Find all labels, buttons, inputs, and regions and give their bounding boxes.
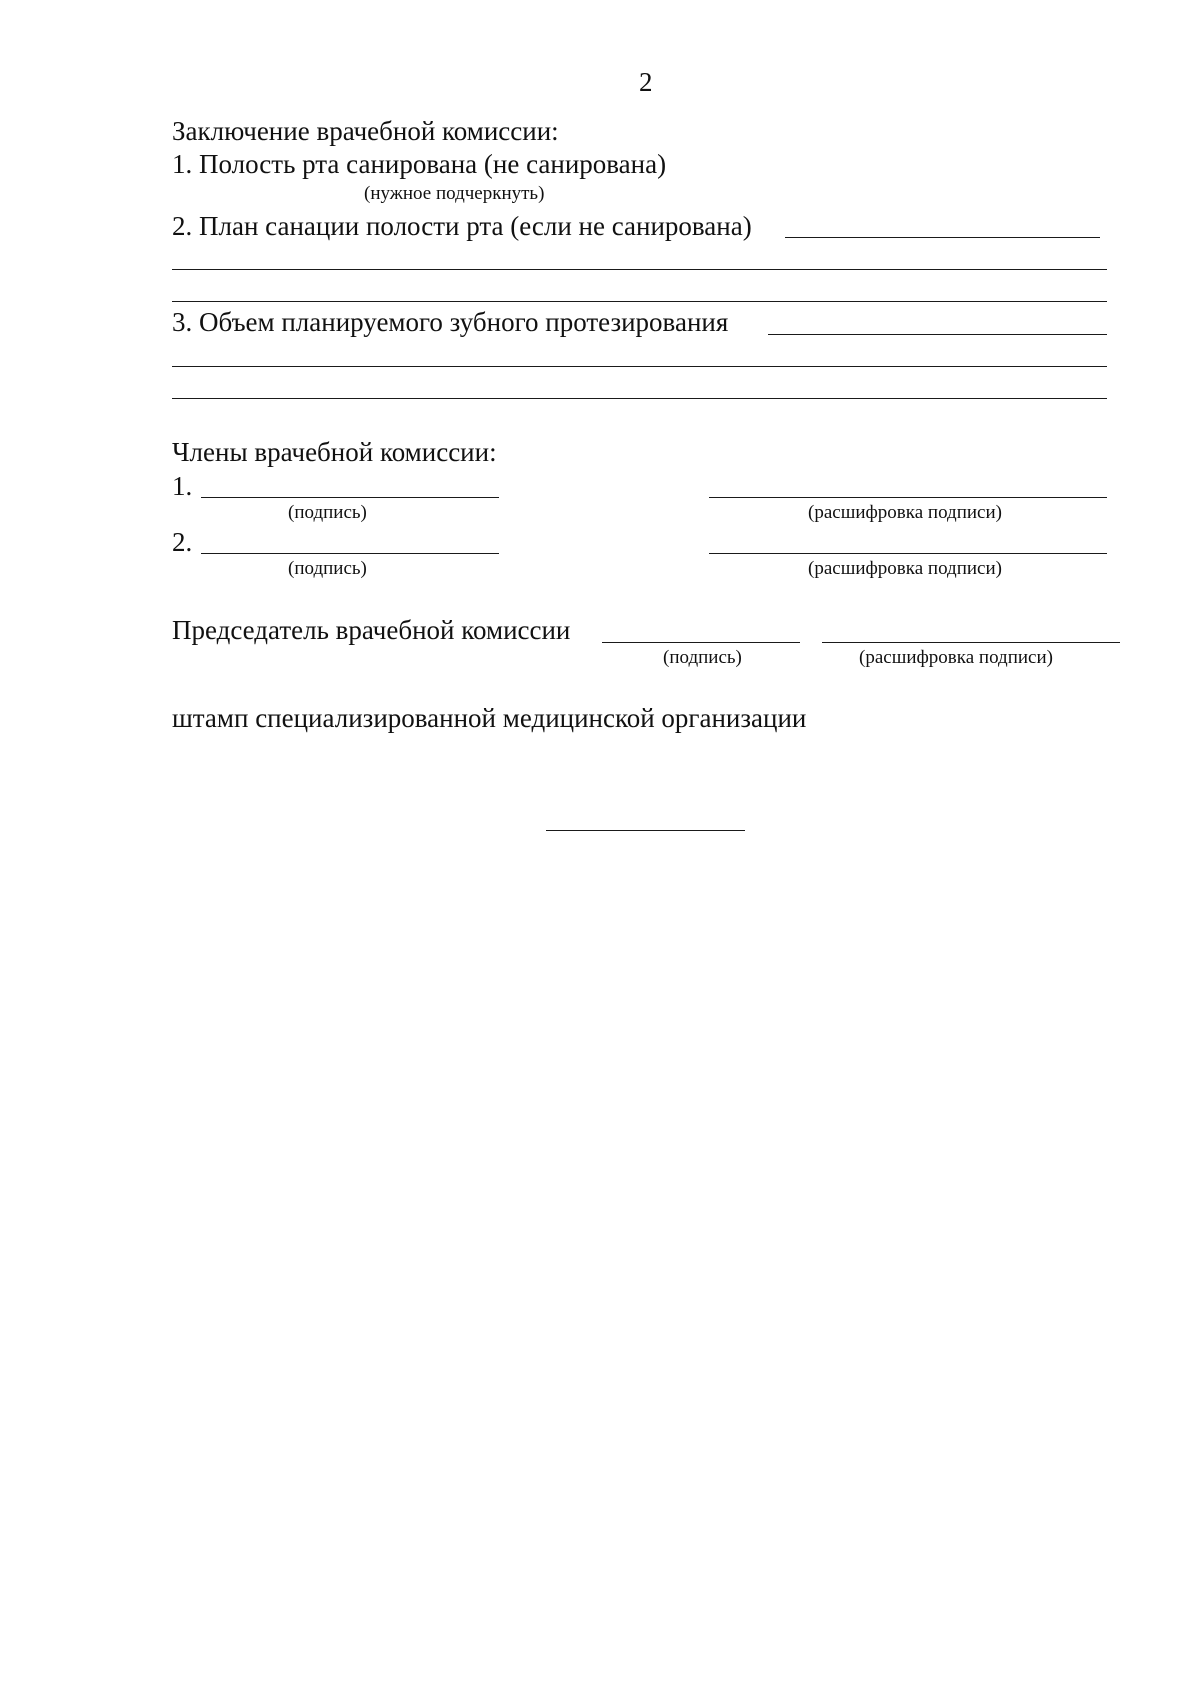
chairman-signature-line[interactable]: [602, 642, 800, 643]
item-2-fill-line[interactable]: [172, 269, 1107, 270]
closing-divider: [546, 830, 745, 831]
member-decoding-line[interactable]: [709, 553, 1107, 554]
item-2-fill-line[interactable]: [785, 237, 1100, 238]
chairman-decoding-caption: (расшифровка подписи): [859, 647, 1053, 668]
stamp-label: штамп специализированной медицинской организации: [172, 703, 807, 733]
item-3-fill-line[interactable]: [768, 334, 1107, 335]
member-signature-line[interactable]: [201, 497, 499, 498]
conclusion-item-2: 2. План санации полости рта (если не санирована): [172, 211, 752, 241]
item-2-fill-line[interactable]: [172, 301, 1107, 302]
item-3-fill-line[interactable]: [172, 398, 1107, 399]
conclusion-item-1-note: (нужное подчеркнуть): [364, 183, 545, 204]
chairman-decoding-line[interactable]: [822, 642, 1120, 643]
member-number: 2.: [172, 527, 193, 557]
member-decoding-line[interactable]: [709, 497, 1107, 498]
decoding-caption: (расшифровка подписи): [808, 502, 1002, 523]
item-3-fill-line[interactable]: [172, 366, 1107, 367]
signature-caption: (подпись): [288, 502, 367, 523]
conclusion-item-1: 1. Полость рта санирована (не санирована): [172, 149, 667, 179]
conclusion-item-3: 3. Объем планируемого зубного протезирования: [172, 307, 729, 337]
chairman-label: Председатель врачебной комиссии: [172, 615, 571, 645]
page-number: 2: [639, 67, 653, 97]
member-signature-line[interactable]: [201, 553, 499, 554]
decoding-caption: (расшифровка подписи): [808, 558, 1002, 579]
member-number: 1.: [172, 471, 193, 501]
signature-caption: (подпись): [288, 558, 367, 579]
members-heading: Члены врачебной комиссии:: [172, 437, 497, 467]
conclusion-heading: Заключение врачебной комиссии:: [172, 116, 559, 146]
chairman-signature-caption: (подпись): [663, 647, 742, 668]
